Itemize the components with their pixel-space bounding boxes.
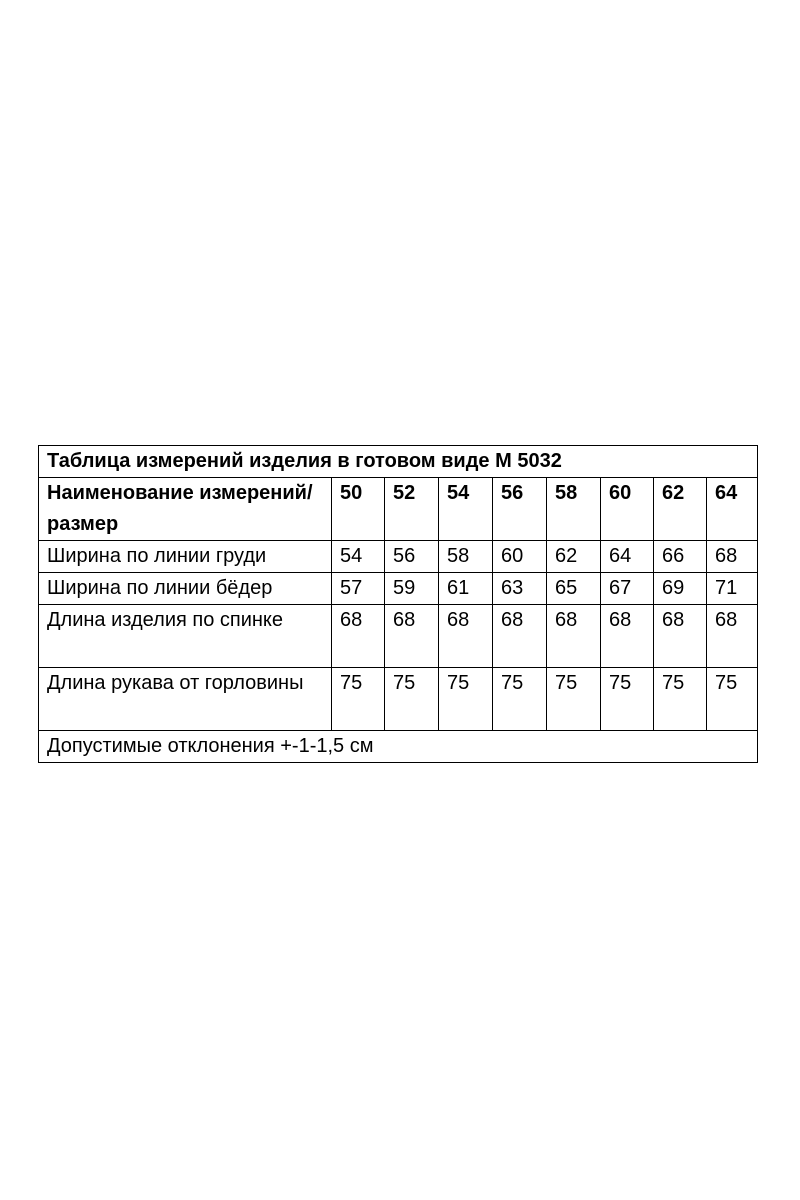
measurement-value: 75 — [332, 668, 385, 731]
measurement-value: 61 — [439, 573, 493, 605]
size-header: 54 — [439, 478, 493, 541]
measurement-value: 66 — [654, 541, 707, 573]
table-header-row — [39, 478, 758, 541]
size-header: 56 — [493, 478, 547, 541]
size-header: 62 — [654, 478, 707, 541]
measurement-value: 69 — [654, 573, 707, 605]
measurement-value: 58 — [439, 541, 493, 573]
measurement-name: Длина рукава от горловины — [39, 668, 332, 731]
measurement-value: 64 — [601, 541, 654, 573]
table-row — [39, 573, 758, 605]
measurement-value: 57 — [332, 573, 385, 605]
measurement-value: 68 — [439, 605, 493, 668]
measurement-value: 68 — [654, 605, 707, 668]
measurement-name: Ширина по линии бёдер — [39, 573, 332, 605]
measurement-value: 59 — [385, 573, 439, 605]
size-table — [38, 445, 758, 763]
size-header: 58 — [547, 478, 601, 541]
table-title-row — [39, 446, 758, 478]
measurement-value: 68 — [707, 541, 758, 573]
table-row — [39, 541, 758, 573]
measurement-value: 71 — [707, 573, 758, 605]
table-row — [39, 668, 758, 731]
measurement-name: Длина изделия по спинке — [39, 605, 332, 668]
measurement-value: 67 — [601, 573, 654, 605]
measurement-value: 75 — [439, 668, 493, 731]
measurement-value: 63 — [493, 573, 547, 605]
measurement-name: Ширина по линии груди — [39, 541, 332, 573]
measurement-value: 75 — [493, 668, 547, 731]
measurement-value: 65 — [547, 573, 601, 605]
measurement-value: 60 — [493, 541, 547, 573]
size-header: 52 — [385, 478, 439, 541]
measurement-value: 68 — [547, 605, 601, 668]
tolerance-note: Допустимые отклонения +-1-1,5 см — [39, 731, 758, 763]
measurement-value: 54 — [332, 541, 385, 573]
size-header: 64 — [707, 478, 758, 541]
header-label: Наименование измерений/размер — [39, 478, 332, 541]
measurement-value: 68 — [601, 605, 654, 668]
measurement-value: 75 — [707, 668, 758, 731]
size-header: 50 — [332, 478, 385, 541]
measurement-value: 68 — [332, 605, 385, 668]
measurement-value: 62 — [547, 541, 601, 573]
size-header: 60 — [601, 478, 654, 541]
measurement-value: 56 — [385, 541, 439, 573]
table-title: Таблица измерений изделия в готовом виде М 5032 — [39, 446, 758, 478]
measurement-value: 75 — [385, 668, 439, 731]
measurement-value: 75 — [654, 668, 707, 731]
table-row — [39, 605, 758, 668]
table-note-row — [39, 731, 758, 763]
measurement-value: 75 — [547, 668, 601, 731]
measurement-value: 68 — [385, 605, 439, 668]
measurement-value: 68 — [493, 605, 547, 668]
measurement-value: 68 — [707, 605, 758, 668]
measurement-value: 75 — [601, 668, 654, 731]
